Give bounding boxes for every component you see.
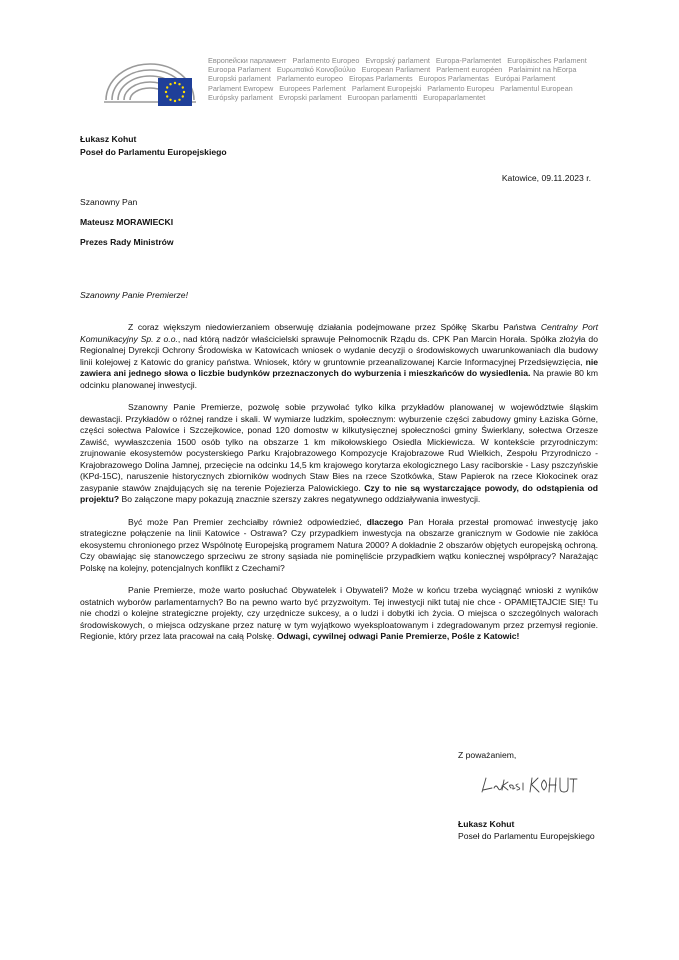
recipient-name: Mateusz MORAWIECKI bbox=[80, 217, 174, 227]
text-run: Bo załączone mapy pokazują znacznie szerszy zakres negatywnego oddziaływania inwestycji. bbox=[119, 494, 481, 504]
eu-star-icon bbox=[165, 91, 167, 93]
letter-body bbox=[80, 322, 598, 654]
sender-name: Łukasz Kohut bbox=[80, 134, 137, 144]
parliament-name: Europäisches Parlament bbox=[507, 56, 587, 65]
recipient-block bbox=[80, 197, 174, 257]
signer-block bbox=[458, 818, 595, 842]
parliament-name: Европейски парламент bbox=[208, 56, 287, 65]
parliament-name: Parlament Europejski bbox=[351, 83, 422, 93]
sender-block bbox=[80, 133, 227, 159]
parliament-names-row bbox=[208, 56, 587, 65]
parliament-name: Eiropas Parlaments bbox=[349, 74, 413, 84]
body-paragraph bbox=[80, 322, 598, 391]
bold-text: nie zawiera ani jednego słowa o liczbie budynków przeznaczonych do wyburzenia i mieszkańców do wysiedlenia. bbox=[80, 356, 598, 378]
text-run: , nad którą nadzór właścicielski sprawuje Pełnomocnik Rządu ds. CPK Pan Marcin Horała. Spółka złożyła do Regionalnej Dyrekcji Ochrony Środowiska w Katowicach wniosek o wydanie decyzji o środowiskowych uwarunkowaniach dla budowy linii kolejowej z Katowic do granicy państwa. Wniosek, który w gruntownie przeanalizowanej Karcie Informacyjnej Przedsięwzięcia, bbox=[80, 333, 598, 367]
parliament-name: Europski parlament bbox=[208, 74, 271, 84]
eu-star-icon bbox=[174, 82, 176, 84]
parliament-name: Ευρωπαϊκό Κοινοβούλιο bbox=[276, 65, 356, 75]
letterhead bbox=[100, 56, 587, 116]
letter-date: Katowice, 09.11.2023 r. bbox=[501, 173, 591, 183]
recipient-greeting: Szanowny Pan bbox=[80, 197, 138, 207]
closing: Z poważaniem, bbox=[458, 750, 517, 760]
text-run: Z coraz większym niedowierzaniem obserwuję działania podejmowane przez Spółkę Skarbu Państwa bbox=[128, 322, 541, 332]
signer-title: Poseł do Parlamentu Europejskiego bbox=[458, 831, 595, 841]
salutation: Szanowny Panie Premierze! bbox=[80, 290, 188, 300]
parliament-name: Parlamento europeo bbox=[276, 74, 343, 84]
eu-star-icon bbox=[169, 83, 171, 85]
text-run: Być może Pan Premier zechciałby również odpowiedzieć, bbox=[128, 516, 367, 527]
parliament-name: Euroopa Parlament bbox=[208, 65, 271, 75]
eu-star-icon bbox=[178, 83, 180, 85]
parliament-name: Euroopan parlamentti bbox=[347, 92, 418, 102]
parliament-name: Evropský parlament bbox=[365, 56, 430, 65]
eu-star-icon bbox=[182, 95, 184, 97]
italic-text: Centralny Port Komunikacyjny Sp. z o.o. bbox=[80, 322, 598, 344]
parliament-name: Europos Parlamentas bbox=[418, 74, 489, 84]
parliament-name: European Parliament bbox=[361, 65, 431, 75]
parliament-names-row bbox=[208, 74, 568, 83]
parliament-names-row bbox=[208, 93, 568, 102]
bold-text: dlaczego bbox=[366, 516, 404, 527]
european-parliament-logo bbox=[100, 56, 200, 110]
text-run: Na prawie 80 km odcinku planowanej inwestycji. bbox=[80, 368, 598, 390]
parliament-name: Evropski parlament bbox=[278, 92, 342, 102]
eu-star-icon bbox=[166, 95, 168, 97]
body-paragraph bbox=[80, 585, 598, 643]
text-run: Panie Premierze, może warto posłuchać Obywatelek i Obywateli? Może w końcu trzeba wyciągnąć wnioski z wyników ostatnich wyborów parlamentarnych? Bo na pewno warto być przyzwoitym. Tej inwestycji nikt tutaj nie chce - OPAMIĘTAJCIE SIĘ! Tu nie chodzi o kolejne strategiczne projekty, czy urzędnicze sukcesy, a o ludzi i dobytki ich życia. O miejsca o szczególnych walorach środowiskowych, o miejsca odzyskane przez naturę w tym wyjątkowo wyeksploatowanym i zdegradowanym przez przemysł regionie. Regionie, który przez lata pracował na całą Polskę. bbox=[80, 585, 598, 641]
parliament-name: Europa-Parlamentet bbox=[435, 56, 502, 65]
bold-text: Czy to nie są wystarczające powody, do odstąpienia od projektu? bbox=[80, 482, 598, 504]
parliament-name: Parlamento Europeo bbox=[292, 56, 360, 65]
parliament-names bbox=[208, 56, 587, 102]
parliament-names-row bbox=[208, 83, 573, 93]
parliament-names-row bbox=[208, 65, 577, 75]
recipient-position: Prezes Rady Ministrów bbox=[80, 237, 174, 247]
parliament-name: Parlament Ewropew bbox=[208, 83, 274, 93]
body-paragraph bbox=[80, 402, 598, 506]
parliament-name: Parlamento Europeu bbox=[427, 83, 495, 93]
eu-star-icon bbox=[178, 99, 180, 101]
body-paragraph bbox=[80, 517, 598, 575]
eu-star-icon bbox=[174, 100, 176, 102]
parliament-name: Europaparlamentet bbox=[423, 92, 486, 102]
eu-star-icon bbox=[182, 86, 184, 88]
eu-star-icon bbox=[166, 86, 168, 88]
text-run: Pan Horała przestał promować inwestycję jako strategiczne połączenie na linii Katowice - Ostrawa? Czy przypadkiem inwestycja na obszarze granicznym w Godowie nie zakłóca ekosystemu chronionego przez Wspólnotę Europejską programem Natura 2000? A dokładnie 2 obszarów objętych europejską ochroną. Czy obawiając się stanowczego sprzeciwu ze strony sąsiada nie pominęliście przypadkiem wątku koniecznej współpracy? Narażając Polskę na kolejny, potencjalnych konflikt z Czechami? bbox=[80, 516, 599, 573]
handwritten-signature bbox=[478, 770, 578, 800]
parliament-name: Európsky parlament bbox=[208, 92, 273, 102]
eu-star-icon bbox=[169, 99, 171, 101]
signer-name: Łukasz Kohut bbox=[458, 819, 515, 829]
bold-text: Odwagi, cywilnej odwagi Panie Premierze, Pośle z Katowic! bbox=[276, 631, 520, 641]
text-run: Szanowny Panie Premierze, pozwolę sobie przywołać tylko kilka przykładów planowanej w województwie śląskim dewastacji. Przykładów o różnej randze i skali. W wymiarze ludzkim, społecznym: wyburzenie części zabudowy gminy Łaziska Górne, części sołectwa Palowice i Szczejkowice, ponad 120 domostw w kilkutysięcznej społeczności gminy Świerklany, sołectwa Orzesze Zawiść, wywłaszczenia 1500 osób tylko na obszarze 1 km mikołowskiego Osiedla Mickiewicza. W kontekście przyrodniczym: zrujnowanie ekosystemów pocysterskiego Parku Krajobrazowego Kompozycje Krajobrazowe Rud Wielkich, Zespołu Przyrodniczo - Krajobrazowego Dolina Jamnej, przecięcie na odcinku 14,5 km krajowego korytarza ekologicznego Lasy raciborskie - Lasy pszczyńskie (KPd-15C), naruszenie historycznych zbiorników wodnych Staw Bies na rzece Szotkówka, Staw Papierok na rzece Kłokocinek oraz zasypanie stawów znajdujących się na terenie Pojezierza Palowickiego. bbox=[80, 402, 598, 493]
parliament-name: Parlement européen bbox=[436, 65, 503, 75]
parliament-name: Parlamentul European bbox=[500, 83, 573, 93]
parliament-name: Európai Parlament bbox=[494, 74, 556, 84]
parliament-name: Europees Parlement bbox=[279, 83, 346, 93]
eu-star-icon bbox=[183, 91, 185, 93]
sender-title: Poseł do Parlamentu Europejskiego bbox=[80, 147, 227, 157]
parliament-name: Parlaimint na hEorpa bbox=[508, 65, 577, 75]
